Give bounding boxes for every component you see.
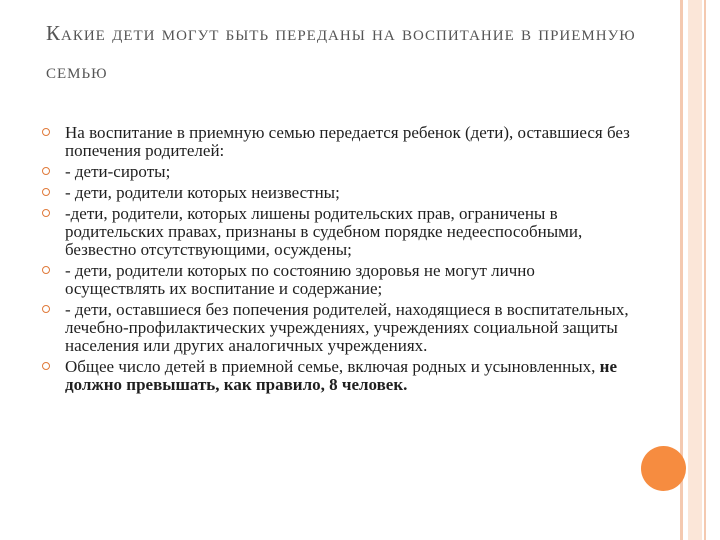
bullet-text: - дети, оставшиеся без попечения родителей, находящиеся в воспитательных, лечебно-профилактических учреждениях, учреждениях социальной защиты населения или других аналогичных учреждениях.	[65, 300, 629, 355]
bullet-text: - дети, родители которых по состоянию здоровья не могут лично осуществлять их воспитание и содержание;	[65, 261, 535, 298]
orange-circle-decoration	[641, 446, 686, 491]
bullet-text: -дети, родители, которых лишены родительских прав, ограничены в родительских правах, признаны в судебном порядке недееспособными, безвестно отсутствующими, осуждены;	[65, 204, 583, 259]
bullet-item	[40, 205, 630, 259]
bullet-text: - дети-сироты;	[65, 162, 171, 181]
bullet-circle-icon	[42, 266, 50, 274]
bullet-item	[40, 163, 630, 181]
bullet-item	[40, 184, 630, 202]
bullet-circle-icon	[42, 128, 50, 136]
decorative-band	[688, 0, 702, 540]
decorative-rule-inner	[704, 0, 706, 540]
bullet-list	[40, 124, 630, 397]
slide-title: Какие дети могут быть переданы на воспитание в приемную семью	[46, 21, 636, 83]
bullet-circle-icon	[42, 362, 50, 370]
bullet-text: - дети, родители которых неизвестны;	[65, 183, 340, 202]
bullet-circle-icon	[42, 188, 50, 196]
bullet-circle-icon	[42, 167, 50, 175]
bullet-item	[40, 262, 630, 298]
bullet-item	[40, 358, 630, 394]
bullet-text-bold: не должно превышать, как правило, 8 человек.	[65, 357, 617, 394]
bullet-circle-icon	[42, 209, 50, 217]
bullet-item	[40, 124, 630, 160]
bullet-circle-icon	[42, 305, 50, 313]
bullet-text: Общее число детей в приемной семье, включая родных и усыновленных,	[65, 357, 600, 376]
bullet-text: На воспитание в приемную семью передается ребенок (дети), оставшиеся без попечения родителей:	[65, 123, 630, 160]
bullet-item	[40, 301, 630, 355]
